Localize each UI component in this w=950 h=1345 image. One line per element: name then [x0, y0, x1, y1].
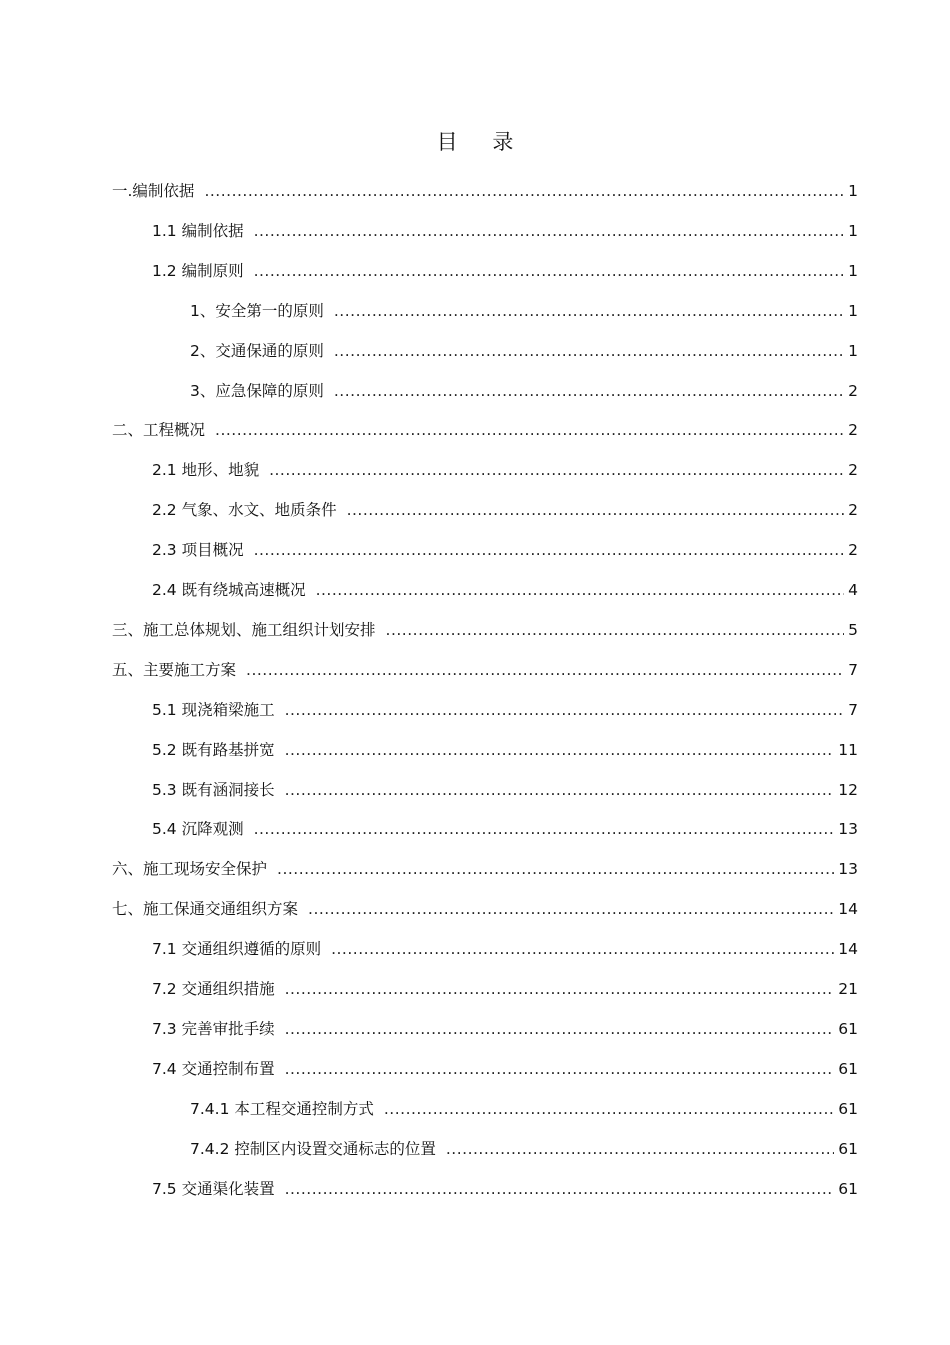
- toc-entry-page: 61: [838, 1060, 858, 1078]
- toc-entry-page: 11: [838, 741, 858, 759]
- toc-leader-dots: [331, 938, 834, 960]
- toc-entry-label: 七、施工保通交通组织方案: [112, 900, 299, 918]
- toc-entry-page: 61: [838, 1180, 858, 1198]
- toc-entry-label: 7.5 交通渠化装置: [152, 1180, 275, 1198]
- toc-entry-page: 14: [838, 900, 858, 918]
- toc-leader-dots: [277, 858, 834, 880]
- toc-entry[interactable]: [152, 1058, 858, 1080]
- toc-entry[interactable]: [190, 340, 858, 362]
- toc-leader-dots: [285, 739, 835, 761]
- toc-entry-page: 4: [848, 581, 858, 599]
- toc-leader-dots: [246, 659, 844, 681]
- toc-entry-page: 13: [838, 820, 858, 838]
- toc-entry[interactable]: [152, 938, 858, 960]
- toc-entry-page: 7: [848, 661, 858, 679]
- toc-leader-dots: [316, 579, 845, 601]
- toc-entry[interactable]: [152, 739, 858, 761]
- toc-entry-page: 2: [848, 541, 858, 559]
- toc-entry-page: 2: [848, 461, 858, 479]
- toc-leader-dots: [347, 499, 845, 521]
- toc-entry-page: 1: [848, 342, 858, 360]
- toc-entry-label: 7.2 交通组织措施: [152, 980, 275, 998]
- toc-entry-page: 2: [848, 382, 858, 400]
- toc-entry-label: 7.3 完善审批手续: [152, 1020, 275, 1038]
- toc-entry-page: 12: [838, 781, 858, 799]
- toc-entry-label: 2.4 既有绕城高速概况: [152, 581, 306, 599]
- toc-entry-label: 一.编制依据: [112, 182, 195, 200]
- toc-entry-page: 1: [848, 222, 858, 240]
- toc-entry[interactable]: [152, 1178, 858, 1200]
- toc-leader-dots: [285, 779, 835, 801]
- toc-entry[interactable]: [152, 260, 858, 282]
- toc-leader-dots: [334, 300, 844, 322]
- toc-leader-dots: [215, 419, 844, 441]
- toc-leader-dots: [285, 1058, 835, 1080]
- toc-entry-label: 六、施工现场安全保护: [112, 860, 268, 878]
- toc-entry-label: 二、工程概况: [112, 421, 206, 439]
- toc-entry-page: 14: [838, 940, 858, 958]
- toc-leader-dots: [285, 978, 835, 1000]
- toc-entry[interactable]: [190, 380, 858, 402]
- toc-entry-label: 7.4.2 控制区内设置交通标志的位置: [190, 1140, 436, 1158]
- toc-entry-label: 5.1 现浇箱梁施工: [152, 701, 275, 719]
- toc-entry-label: 5.3 既有涵洞接长: [152, 781, 275, 799]
- toc-entry[interactable]: [152, 220, 858, 242]
- toc-entry-page: 2: [848, 421, 858, 439]
- toc-entry-page: 1: [848, 182, 858, 200]
- toc-entry[interactable]: [190, 300, 858, 322]
- toc-entry-label: 2.1 地形、地貌: [152, 461, 260, 479]
- toc-entry[interactable]: [152, 1018, 858, 1040]
- toc-entry[interactable]: [152, 699, 858, 721]
- toc-entry[interactable]: [152, 459, 858, 481]
- toc-entry[interactable]: [152, 579, 858, 601]
- toc-leader-dots: [386, 619, 845, 641]
- toc-entry-label: 2.2 气象、水文、地质条件: [152, 501, 337, 519]
- toc-leader-dots: [285, 1018, 835, 1040]
- toc-entry-label: 三、施工总体规划、施工组织计划安排: [112, 621, 376, 639]
- toc-entry-label: 2、交通保通的原则: [190, 342, 324, 360]
- toc-entry[interactable]: [152, 818, 858, 840]
- toc-entry[interactable]: [152, 499, 858, 521]
- toc-entry-label: 五、主要施工方案: [112, 661, 237, 679]
- toc-entry-label: 2.3 项目概况: [152, 541, 244, 559]
- toc-leader-dots: [254, 260, 845, 282]
- toc-leader-dots: [254, 818, 835, 840]
- toc-title: 目 录: [436, 130, 528, 154]
- toc-entry[interactable]: [112, 659, 858, 681]
- toc-entry[interactable]: [152, 539, 858, 561]
- toc-entry-label: 5.4 沉降观测: [152, 820, 244, 838]
- toc-entry-label: 5.2 既有路基拼宽: [152, 741, 275, 759]
- toc-entry-page: 2: [848, 501, 858, 519]
- toc-leader-dots: [308, 898, 834, 920]
- toc-leader-dots: [204, 180, 844, 202]
- toc-leader-dots: [334, 340, 844, 362]
- toc-entry[interactable]: [190, 1098, 858, 1120]
- toc-entry-page: 13: [838, 860, 858, 878]
- toc-leader-dots: [254, 539, 845, 561]
- toc-entry-label: 7.4 交通控制布置: [152, 1060, 275, 1078]
- toc-entry-page: 7: [848, 701, 858, 719]
- toc-entry-page: 1: [848, 262, 858, 280]
- toc-entry-label: 3、应急保障的原则: [190, 382, 324, 400]
- toc-entry-page: 61: [838, 1140, 858, 1158]
- toc-entry[interactable]: [112, 898, 858, 920]
- toc-entry-label: 7.4.1 本工程交通控制方式: [190, 1100, 374, 1118]
- toc-entry-page: 5: [848, 621, 858, 639]
- toc-entry-page: 61: [838, 1100, 858, 1118]
- toc-leader-dots: [446, 1138, 834, 1160]
- toc-leader-dots: [269, 459, 844, 481]
- toc-leader-dots: [285, 1178, 835, 1200]
- toc-entry-page: 1: [848, 302, 858, 320]
- toc-entry[interactable]: [112, 419, 858, 441]
- toc-entry[interactable]: [112, 180, 858, 202]
- toc-entry[interactable]: [112, 619, 858, 641]
- toc-leader-dots: [384, 1098, 834, 1120]
- toc-entry[interactable]: [152, 978, 858, 1000]
- toc-entry-page: 61: [838, 1020, 858, 1038]
- toc-leader-dots: [285, 699, 845, 721]
- toc-entry-label: 7.1 交通组织遵循的原则: [152, 940, 322, 958]
- toc-entry-label: 1.2 编制原则: [152, 262, 244, 280]
- toc-entry-page: 21: [838, 980, 858, 998]
- toc-entry[interactable]: [190, 1138, 858, 1160]
- toc-entry-label: 1、安全第一的原则: [190, 302, 324, 320]
- toc-entry-label: 1.1 编制依据: [152, 222, 244, 240]
- toc-entry[interactable]: [152, 779, 858, 801]
- toc-entry[interactable]: [112, 858, 858, 880]
- toc-leader-dots: [254, 220, 845, 242]
- toc-leader-dots: [334, 380, 844, 402]
